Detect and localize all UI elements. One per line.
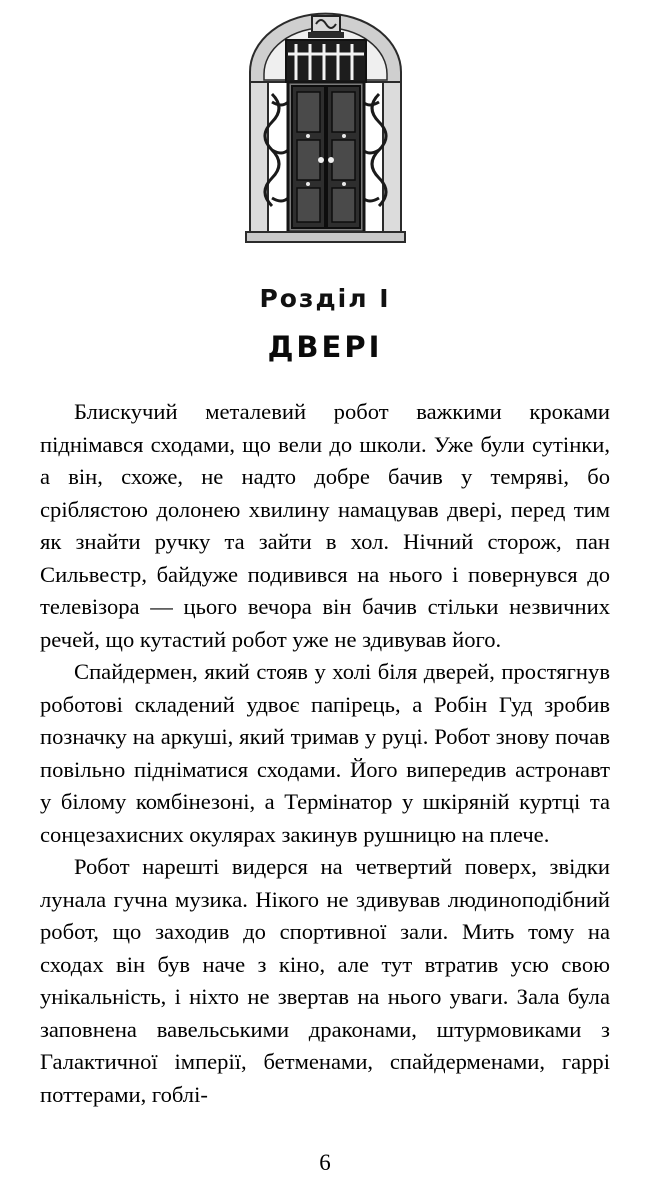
page-number: 6 bbox=[319, 1150, 331, 1175]
chapter-title: ДВЕРІ bbox=[267, 330, 383, 364]
chapter-illustration bbox=[40, 0, 610, 250]
ornate-double-door-illustration bbox=[238, 10, 413, 250]
paragraph: Робот нарешті видерся на четвертий поверх, звідки лунала гучна музика. Нікого не здивував людиноподібний робот, що заходив до спортивної зали. Мить тому на сходах він був наче з кіно, але тут втратив усю свою унікальність, і ніхто не звертав на нього уваги. Зала була заповнена вавельськими драконами, штурмовиками з Галактичної імперії, бетменами, спайдерменами, гаррі поттерами, гоблі- bbox=[40, 854, 610, 1107]
body-text bbox=[40, 396, 610, 1111]
paragraph: Блискучий металевий робот важкими кроками піднімався сходами, що вели до школи. Уже були сутінки, а він, схоже, не надто добре бачив у темряві, бо сріблястою долонею хвилину намацував двері, перед тим як знайти ручку та зайти в хол. Нічний сторож, пан Сильвестр, байдуже подивився на нього і повернувся до телевізора — цього вечора він бачив стільки незвичних речей, що кутастий робот уже не здивував його. bbox=[40, 399, 610, 652]
paragraph: Спайдермен, який стояв у холі біля дверей, простягнув роботові складений удвоє папірець, а Робін Гуд зробив позначку на аркуші, який тримав у руці. Робот знову почав повільно підніматися сходами. Його випередив астронавт у білому комбінезоні, а Термінатор у шкіряній куртці та сонцезахисних окулярах закинув рушницю на плече. bbox=[40, 659, 610, 847]
chapter-number: Розділ I bbox=[259, 284, 391, 313]
